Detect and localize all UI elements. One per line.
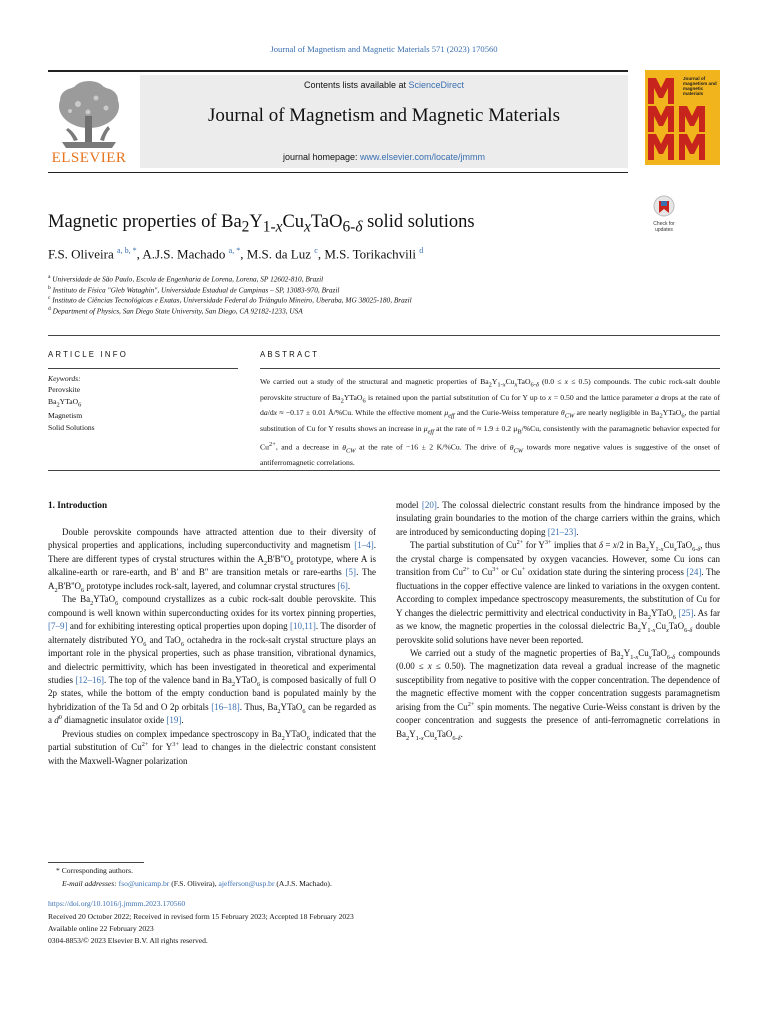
affiliation-d (48, 306, 303, 315)
keywords-block (48, 373, 238, 433)
abstract-rule (260, 368, 720, 369)
sciencedirect-link[interactable]: ScienceDirect (408, 80, 465, 90)
homepage-link[interactable]: www.elsevier.com/locate/jmmm (360, 152, 486, 162)
homepage-prefix: journal homepage: (282, 152, 361, 162)
body-paragraph: Previous studies on complex impedance spectroscopy in $Ba_2YTaO_6$ indicated that the partial substitution of $Cu^{2+}$ for $Y^{3+}$ lead to changes in the dielectric constant consistent with the Maxwell-Wagner polarization (48, 728, 376, 766)
affiliation-text: Universidade de São Paulo, Escola de Engenharia de Lorena, Lorena, SP 12602-810, Brazil (52, 274, 324, 284)
email-owner: (F.S. Oliveira), (169, 879, 219, 888)
affiliation-b (48, 285, 339, 294)
cover-title-text: Journal of magnetism and magnetic materials (683, 76, 717, 96)
article-title: Magnetic properties of $Ba_2Y_{1-x}Cu_xTaO_{6-\delta}$ solid solutions (48, 212, 475, 236)
body-paragraph: The partial substitution of $Cu^{2+}$ for $Y^{3+}$ implies that δ = x/2 in $Ba_2Y_{1-x}Cu_xTaO_{6-\delta}$, thus the crystal charge is compensated by oxygen vacancies. However, some Cu ions can transition from $Cu^{2+}$ to $Cu^{3+}$ or Cu+ oxidation state during the sintering process [24]. The fluctuations in the copper effective valence are linked to variations in the oxygen content. According to complex impedance spectroscopy measurements, the substitution of Cu for Y changes the dielectric permittivity and electrical conductivity in $Ba_2YTaO_6$ [25]. As far as we know, the magnetic properties in the colossal dielectric $Ba_2Y_{1-x}Cu_xTaO_{6-\delta}$ double perovskite solid solutions have never been reported. (396, 539, 721, 645)
contents-prefix: Contents lists available at (303, 80, 409, 90)
available-online-date: Available online 22 February 2023 (48, 924, 154, 933)
abstract-heading: ABSTRACT (260, 350, 320, 359)
affiliation-text: Instituto de Física "Gleb Wataghin", Universidade Estadual de Campinas – SP, 13083-970, Brazil (52, 284, 340, 294)
affiliation-text: Department of Physics, San Diego State University, San Diego, CA 92182-1233, USA (52, 305, 303, 315)
email-label: E-mail addresses: (62, 879, 119, 888)
body-paragraph: We carried out a study of the magnetic properties of $Ba_2Y_{1-x}Cu_xTaO_{6-\delta}$ compounds (0.00 ≤ x ≤ 0.50). The magnetization data reveal a gradual increase of the magnetic susceptibility from negative to positive with the copper concentration. The dependence of the magnetic effective moment with the copper concentration suggests paramagnetism arising from the $Cu^{2+}$ spin moments. The negative Curie-Weiss constant is driven by the cooper concentration and suggests the presence of anti-ferromagnetic correlations in $Ba_2Y_{1-x}Cu_xTaO_{6-\delta}$. (396, 647, 720, 742)
body-right-column (396, 499, 720, 741)
crossmark-icon (648, 195, 680, 217)
body-paragraph: model [20]. The colossal dielectric constant results from the hindrance imposed by the insulating grain boundaries to the motion of the charge carriers within the grains, which are introduced by semiconducting doping [21–23]. (396, 500, 720, 537)
received-dates: Received 20 October 2022; Received in revised form 15 February 2023; Accepted 18 February 2023 (48, 912, 354, 921)
doi-link[interactable] (48, 899, 185, 908)
affiliation-text: Instituto de Ciências Tecnológicas e Exatas, Universidade Federal do Triângulo Mineiro, Uberaba, MG 38025-180, Brazil (52, 295, 412, 305)
footnote-rule (48, 862, 144, 863)
check-for-updates-badge[interactable] (648, 195, 680, 233)
crossmark-label: Check for updates (653, 221, 675, 233)
journal-homepage-line (140, 152, 628, 162)
keyword-item: Perovskite (48, 385, 81, 395)
abstract-text: We carried out a study of the structural and magnetic properties of $Ba_2Y_{1-x}Cu_xTaO_{6-\delta}$ (0.0 ≤ x ≤ 0.5) compounds. The cubic rock-salt double perovskite structure of $Ba_2YTaO_6$ is retained upon the partial substitution of Cu for Y up to x = 0.50 and the lattice parameter a drops at the rate of da/dx ≈ −0.17 ± 0.01 Å/%Cu. While the effective moment $\mu_{eff}$ and the Curie-Weiss temperature $\theta_{CW}$ are nearly negligible in $Ba_2YTaO_6$, the partial substitution of Cu for Y results shows an increase in $\mu_{eff}$ at the rate of ≈ 1.9 ± 0.2 $\mu_B/\%Cu$, consistently with the paramagnetic behavior expected for $Cu^{2+}$, and a decrease in $\theta_{CW}$ at the rate of −16 ± 2 K/%Cu. The drive of $\theta_{CW}$ towards more negative values is suggestive of the onset of antiferromagnetic correlations. (260, 377, 721, 468)
affiliation-key: b (48, 284, 51, 291)
article-info-heading: ARTICLE INFO (48, 350, 128, 359)
keyword-item: $Ba_2YTaO_6$ (48, 396, 82, 409)
affiliation-key: a (48, 274, 51, 280)
body-paragraph: Double perovskite compounds have attracted attention due to their diversity of physical properties and applications, including superconductivity and magnetism [1–4]. There are different types of crystal structures within the $A_2B'B''O_6$ prototype, where A is alkaline-earth or rare-earth, and B' and B'' are transition metals or rare-earths [5]. The $A_2B'B''O_6$ prototype includes rock-salt, layered, and columnar crystal structures [6]. (48, 527, 376, 594)
copyright-line: 0304-8853/© 2023 Elsevier B.V. All rights reserved. (48, 936, 208, 945)
publisher-name: ELSEVIER (51, 150, 127, 166)
elsevier-logo[interactable] (48, 76, 130, 168)
section-heading-introduction: 1. Introduction (48, 500, 108, 510)
keyword-item: Magnetism (48, 411, 83, 421)
journal-title: Journal of Magnetism and Magnetic Materials (208, 105, 560, 126)
body-paragraph: The $Ba_2YTaO_6$ compound crystallizes as a cubic rock-salt double perovskite. This compound is well known within superconducting oxides for its vortex pinning properties, [7–9] and for exhibiting interesting optical properties upon doping [10,11]. The disorder of alternately distributed $YO_6$ and TaO$_6$ octahedra in the rock-salt crystal structure plays an important role in the physical properties, such as phase transition, vibrational dynamics, and dielectric permittivity, which has been investigated in theoretical and experimental studies [12–16]. The top of the valence band in $Ba_2YTaO_6$ is composed basically of full O 2p states, while the bottom of the empty conduction band is populated mainly by the hybridization of the Ta 5d and O 2p orbitals [16–18]. Thus, $Ba_2YTaO_6$ can be regarded as a $d^0$ diamagnetic insulator oxide [19]. (48, 594, 377, 726)
journal-citation[interactable]: Journal of Magnetism and Magnetic Materials 571 (2023) 170560 (270, 44, 498, 54)
author-list[interactable]: F.S. Oliveira $^{a, b, *}$, A.J.S. Machado $^{a, *}$, M.S. da Luz $^c$, M.S. Torikachvili $^d$ (48, 246, 424, 262)
contents-line (140, 80, 628, 90)
keywords-label: Keywords: (48, 374, 81, 383)
affiliation-key: c (48, 295, 51, 301)
doi-text[interactable]: https://doi.org/10.1016/j.jmmm.2023.170560 (48, 899, 186, 908)
email-owner: (A.J.S. Machado). (274, 879, 332, 888)
affiliation-c (48, 295, 412, 304)
info-top-rule (48, 335, 720, 336)
journal-cover-thumbnail[interactable] (645, 70, 720, 165)
header-top-rule (48, 70, 628, 72)
affiliation-a (48, 274, 323, 283)
keyword-item: Solid Solutions (48, 422, 95, 432)
keywords-rule (48, 368, 238, 369)
email-link-machado[interactable]: ajefferson@usp.br (218, 879, 275, 888)
email-link-oliveira[interactable]: fso@unicamp.br (118, 879, 170, 888)
header-bottom-rule (48, 172, 628, 173)
corresponding-authors-note: * Corresponding authors. (56, 866, 133, 875)
affiliation-key: d (48, 305, 51, 312)
abstract-bottom-rule (48, 470, 720, 471)
body-left-column (48, 526, 376, 768)
email-addresses-note (62, 879, 332, 888)
